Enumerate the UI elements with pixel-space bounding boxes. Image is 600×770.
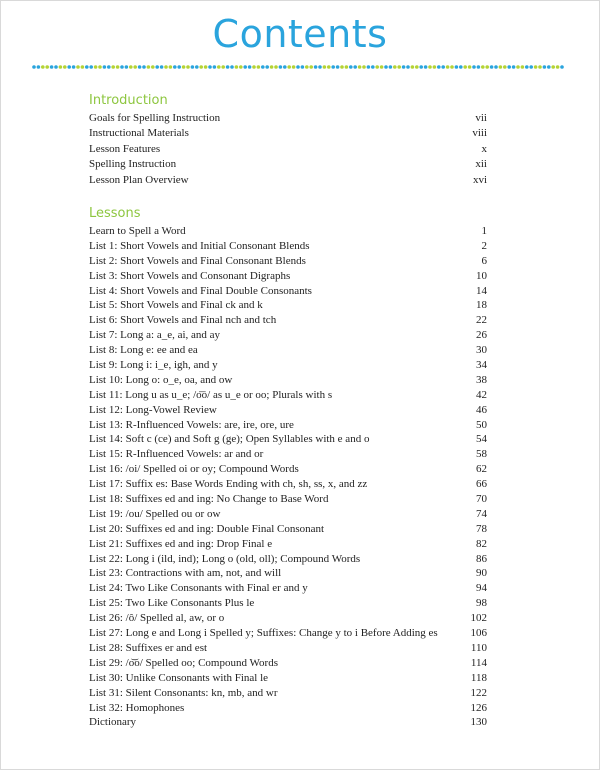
divider-dot <box>349 65 353 69</box>
toc-entry <box>89 111 487 126</box>
divider-dot <box>450 65 454 69</box>
divider-dot <box>37 65 41 69</box>
divider-dot <box>402 65 406 69</box>
divider-dot <box>147 65 151 69</box>
divider-dot <box>468 65 472 69</box>
divider-dot <box>516 65 520 69</box>
toc-entry-page: 86 <box>476 552 487 565</box>
toc-entry-page: 58 <box>476 448 487 461</box>
divider-dot <box>305 65 309 69</box>
toc-entry <box>89 388 487 403</box>
toc-entry-label: List 19: /ou/ Spelled ou or ow <box>89 507 221 520</box>
divider-dot <box>252 65 256 69</box>
toc-entry <box>89 418 487 433</box>
divider-dot <box>455 65 459 69</box>
toc-entry-label: List 17: Suffix es: Base Words Ending with ch, sh, ss, x, and zz <box>89 478 368 491</box>
toc-entry-label: List 4: Short Vowels and Final Double Consonants <box>89 284 312 297</box>
divider-dot <box>560 65 564 69</box>
toc-entry <box>89 328 487 343</box>
page-title: Contents <box>212 12 388 56</box>
divider-dot <box>358 65 362 69</box>
toc-entry-label: List 1: Short Vowels and Initial Consonant Blends <box>89 239 310 252</box>
divider-dot <box>265 65 269 69</box>
divider-dot <box>384 65 388 69</box>
toc-entry-label: List 16: /oi/ Spelled oi or oy; Compound Words <box>89 463 299 476</box>
toc-entry-page: vii <box>475 112 487 124</box>
toc-entry-label: List 9: Long i: i_e, igh, and y <box>89 359 218 372</box>
toc-entry <box>89 224 487 239</box>
divider-dot <box>397 65 401 69</box>
toc-entry <box>89 447 487 462</box>
divider-dot <box>428 65 432 69</box>
toc-entry-page: 66 <box>476 478 487 491</box>
toc-entry-page: 82 <box>476 537 487 550</box>
toc-entry <box>89 671 487 686</box>
divider-dot <box>459 65 463 69</box>
toc-entry-page: 14 <box>476 284 487 297</box>
divider-dot <box>371 65 375 69</box>
divider-dot <box>327 65 331 69</box>
divider-dot <box>437 65 441 69</box>
divider-dot <box>323 65 327 69</box>
divider-dot <box>556 65 560 69</box>
divider-dot <box>169 65 173 69</box>
toc-entry-label: List 11: Long u as u_e; /o͞o/ as u_e or oo; Plurals with s <box>89 388 333 401</box>
toc-entry-page: 106 <box>470 627 487 640</box>
toc-entry-label: List 23: Contractions with am, not, and will <box>89 567 282 580</box>
introduction-list <box>89 111 487 188</box>
divider-dot <box>151 65 155 69</box>
toc-entry-page: 50 <box>476 418 487 431</box>
toc-entry-page: 118 <box>470 671 487 684</box>
toc-entry-page: 78 <box>476 522 487 535</box>
divider-dot <box>433 65 437 69</box>
divider-dot <box>239 65 243 69</box>
divider-dot <box>191 65 195 69</box>
divider-dot <box>446 65 450 69</box>
toc-entry-page: 42 <box>476 388 487 401</box>
toc-entry-label: List 27: Long e and Long i Spelled y; Suffixes: Change y to i Before Adding es <box>89 627 438 640</box>
toc-entry-page: x <box>481 142 487 155</box>
divider-dot <box>481 65 485 69</box>
divider-dot <box>494 65 498 69</box>
toc-entry-page: xvi <box>472 173 487 186</box>
divider-dot <box>287 65 291 69</box>
divider-dot <box>199 65 203 69</box>
toc-entry-page: 34 <box>476 359 487 372</box>
divider-dot <box>318 65 322 69</box>
toc-entry-label: List 31: Silent Consonants: kn, mb, and wr <box>89 686 278 699</box>
divider-dot <box>367 65 371 69</box>
toc-entry-label: Dictionary <box>89 716 137 729</box>
divider-dot <box>270 65 274 69</box>
toc-entry <box>89 611 487 626</box>
section-heading-introduction: Introduction <box>89 93 168 108</box>
divider-dot <box>331 65 335 69</box>
divider-dot <box>353 65 357 69</box>
divider-dot <box>472 65 476 69</box>
toc-entry-label: List 32: Homophones <box>89 701 185 714</box>
divider-dot <box>292 65 296 69</box>
divider-dot <box>164 65 168 69</box>
toc-entry-label: List 30: Unlike Consonants with Final le <box>89 671 269 684</box>
divider-dot <box>406 65 410 69</box>
toc-entry-label: List 6: Short Vowels and Final nch and tch <box>89 314 277 327</box>
toc-entry <box>89 492 487 507</box>
toc-entry <box>89 373 487 388</box>
toc-entry-page: 26 <box>476 329 487 342</box>
toc-entry-page: 126 <box>470 701 487 714</box>
divider-dot <box>525 65 529 69</box>
divider-dot <box>314 65 318 69</box>
toc-entry-label: List 8: Long e: ee and ea <box>89 344 198 357</box>
toc-entry-page: 110 <box>470 641 487 654</box>
divider-dot <box>248 65 252 69</box>
toc-entry <box>89 343 487 358</box>
divider-dot <box>125 65 129 69</box>
divider-dot <box>230 65 234 69</box>
toc-entry <box>89 157 487 172</box>
divider-dot <box>521 65 525 69</box>
toc-entry-label: List 21: Suffixes ed and ing: Drop Final e <box>89 537 273 550</box>
toc-entry <box>89 641 487 656</box>
toc-entry <box>89 686 487 701</box>
divider-dot <box>94 65 98 69</box>
divider-dot <box>45 65 49 69</box>
divider-dot <box>195 65 199 69</box>
toc-entry-page: xii <box>475 158 487 171</box>
divider-dot <box>274 65 278 69</box>
toc-entry-page: 122 <box>470 686 487 699</box>
toc-entry-label: List 25: Two Like Consonants Plus le <box>89 597 255 610</box>
toc-entry <box>89 126 487 141</box>
divider-dot <box>217 65 221 69</box>
toc-entry-page: 62 <box>476 463 487 476</box>
toc-entry <box>89 298 487 313</box>
toc-entry <box>89 358 487 373</box>
lessons-list <box>89 224 487 730</box>
divider-dot <box>345 65 349 69</box>
dotted-divider <box>32 64 568 70</box>
divider-dot <box>424 65 428 69</box>
divider-dot <box>309 65 313 69</box>
toc-entry <box>89 581 487 596</box>
toc-entry-label: List 29: /o͝o/ Spelled oo; Compound Words <box>89 656 278 669</box>
divider-dot <box>98 65 102 69</box>
divider-dot <box>362 65 366 69</box>
toc-entry-page: 18 <box>476 299 487 312</box>
toc-entry-label: Learn to Spell a Word <box>89 225 186 237</box>
divider-dot <box>551 65 555 69</box>
divider-dot <box>89 65 93 69</box>
divider-dot <box>512 65 516 69</box>
divider-dot <box>503 65 507 69</box>
toc-entry-label: List 22: Long i (ild, ind); Long o (old, oll); Compound Words <box>89 552 361 565</box>
toc-entry <box>89 313 487 328</box>
divider-dot <box>375 65 379 69</box>
divider-dot <box>380 65 384 69</box>
toc-entry-label: Instructional Materials <box>89 127 189 140</box>
toc-entry-page: viii <box>472 127 487 140</box>
divider-dot <box>120 65 124 69</box>
divider-dot <box>389 65 393 69</box>
divider-dot <box>107 65 111 69</box>
toc-entry <box>89 254 487 269</box>
divider-dot <box>477 65 481 69</box>
toc-entry <box>89 269 487 284</box>
toc-entry <box>89 142 487 157</box>
toc-entry-label: Lesson Plan Overview <box>89 173 189 186</box>
divider-dot <box>543 65 547 69</box>
toc-entry <box>89 477 487 492</box>
toc-entry <box>89 626 487 641</box>
divider-dot <box>41 65 45 69</box>
divider-dot <box>81 65 85 69</box>
toc-entry-label: List 15: R-Influenced Vowels: ar and or <box>89 448 264 461</box>
divider-dot <box>213 65 217 69</box>
toc-entry-label: List 13: R-Influenced Vowels: are, ire, ore, ure <box>89 418 294 431</box>
toc-entry-page: 70 <box>476 493 487 506</box>
toc-entry-page: 98 <box>476 597 487 610</box>
divider-dot <box>204 65 208 69</box>
divider-dot <box>463 65 467 69</box>
divider-dot <box>116 65 120 69</box>
divider-dot <box>499 65 503 69</box>
toc-entry-label: Lesson Features <box>89 142 161 155</box>
divider-dot <box>59 65 63 69</box>
toc-entry-label: List 12: Long-Vowel Review <box>89 403 217 416</box>
toc-entry <box>89 522 487 537</box>
divider-dot <box>490 65 494 69</box>
toc-entry-page: 74 <box>476 507 487 520</box>
toc-entry-page: 90 <box>476 567 487 580</box>
toc-entry <box>89 462 487 477</box>
divider-dot <box>50 65 54 69</box>
divider-dot <box>485 65 489 69</box>
divider-dot <box>393 65 397 69</box>
toc-entry-label: Goals for Spelling Instruction <box>89 112 221 124</box>
divider-dot <box>72 65 76 69</box>
toc-entry-label: List 10: Long o: o_e, oa, and ow <box>89 373 233 386</box>
toc-entry-label: List 7: Long a: a_e, ai, and ay <box>89 329 221 342</box>
toc-entry-label: Spelling Instruction <box>89 158 177 171</box>
toc-entry <box>89 566 487 581</box>
toc-entry <box>89 507 487 522</box>
divider-dot <box>243 65 247 69</box>
divider-dot <box>296 65 300 69</box>
toc-entry <box>89 715 487 730</box>
divider-dot <box>129 65 133 69</box>
divider-dot <box>133 65 137 69</box>
toc-entry <box>89 596 487 611</box>
divider-dot <box>538 65 542 69</box>
divider-dot <box>85 65 89 69</box>
divider-dot <box>226 65 230 69</box>
toc-entry-page: 22 <box>476 314 487 327</box>
divider-dot <box>340 65 344 69</box>
divider-dot <box>138 65 142 69</box>
toc-entry-label: List 24: Two Like Consonants with Final er and y <box>89 582 308 595</box>
toc-entry-page: 94 <box>476 582 487 595</box>
divider-dot <box>279 65 283 69</box>
divider-dot <box>547 65 551 69</box>
divider-dot <box>415 65 419 69</box>
toc-entry-label: List 3: Short Vowels and Consonant Digraphs <box>89 269 291 282</box>
divider-dot <box>534 65 538 69</box>
toc-entry-page: 2 <box>481 239 487 252</box>
divider-dot <box>111 65 115 69</box>
toc-entry-page: 1 <box>481 225 487 237</box>
divider-dot <box>182 65 186 69</box>
toc-entry-label: List 26: /ô/ Spelled al, aw, or o <box>89 612 225 625</box>
toc-entry <box>89 537 487 552</box>
toc-entry-page: 38 <box>476 373 487 386</box>
divider-dot <box>441 65 445 69</box>
divider-dot <box>301 65 305 69</box>
section-heading-lessons: Lessons <box>89 206 141 221</box>
toc-entry-label: List 28: Suffixes er and est <box>89 641 208 654</box>
toc-entry-label: List 5: Short Vowels and Final ck and k <box>89 299 263 312</box>
toc-entry <box>89 173 487 188</box>
divider-dot <box>419 65 423 69</box>
divider-dot <box>155 65 159 69</box>
toc-entry <box>89 656 487 671</box>
divider-dot <box>235 65 239 69</box>
toc-entry <box>89 239 487 254</box>
toc-entry-label: List 2: Short Vowels and Final Consonant Blends <box>89 254 306 267</box>
divider-dot <box>160 65 164 69</box>
toc-entry-page: 102 <box>470 612 487 625</box>
divider-dot <box>63 65 67 69</box>
divider-dot <box>173 65 177 69</box>
divider-dot <box>54 65 58 69</box>
divider-dot <box>208 65 212 69</box>
divider-dot <box>283 65 287 69</box>
divider-dot <box>221 65 225 69</box>
divider-dot <box>177 65 181 69</box>
divider-dot <box>507 65 511 69</box>
divider-dot <box>32 65 36 69</box>
toc-entry-page: 6 <box>481 254 487 267</box>
divider-dot <box>142 65 146 69</box>
divider-dot <box>529 65 533 69</box>
toc-entry-page: 54 <box>476 433 487 446</box>
divider-dot <box>103 65 107 69</box>
divider-dot <box>411 65 415 69</box>
toc-entry-page: 10 <box>476 269 487 282</box>
divider-dot <box>67 65 71 69</box>
toc-entry-page: 130 <box>470 716 487 729</box>
toc-entry-page: 30 <box>476 344 487 357</box>
toc-entry <box>89 701 487 716</box>
divider-dot <box>261 65 265 69</box>
toc-entry <box>89 432 487 447</box>
toc-entry-page: 46 <box>476 403 487 416</box>
divider-dot <box>257 65 261 69</box>
toc-entry <box>89 403 487 418</box>
toc-entry-page: 114 <box>470 656 487 669</box>
divider-dot <box>336 65 340 69</box>
toc-entry-label: List 14: Soft c (ce) and Soft g (ge); Open Syllables with e and o <box>89 433 370 446</box>
toc-entry <box>89 552 487 567</box>
divider-dot <box>186 65 190 69</box>
toc-entry-label: List 18: Suffixes ed and ing: No Change to Base Word <box>89 493 329 506</box>
divider-dot <box>76 65 80 69</box>
toc-entry <box>89 284 487 299</box>
toc-entry-label: List 20: Suffixes ed and ing: Double Final Consonant <box>89 522 325 535</box>
